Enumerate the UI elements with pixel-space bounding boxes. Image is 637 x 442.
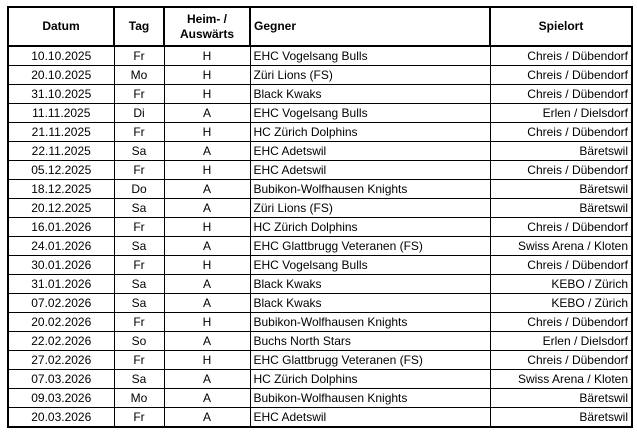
cell-date: 10.10.2025: [8, 46, 114, 66]
cell-day: Do: [114, 180, 164, 199]
cell-home-away: H: [164, 161, 250, 180]
cell-day: Sa: [114, 275, 164, 294]
cell-opponent: Züri Lions (FS): [250, 199, 490, 218]
cell-home-away: H: [164, 85, 250, 104]
cell-opponent: Black Kwaks: [250, 275, 490, 294]
table-row: [8, 104, 632, 123]
cell-day: Fr: [114, 313, 164, 332]
cell-venue: Erlen / Dielsdorf: [490, 332, 632, 351]
cell-date: 05.12.2025: [8, 161, 114, 180]
cell-home-away: A: [164, 408, 250, 428]
table-row: [8, 275, 632, 294]
cell-opponent: Black Kwaks: [250, 294, 490, 313]
cell-opponent: HC Zürich Dolphins: [250, 218, 490, 237]
table-row: [8, 66, 632, 85]
header-home-away-line2: Auswärts: [179, 26, 235, 41]
cell-date: 27.02.2026: [8, 351, 114, 370]
cell-date: 31.01.2026: [8, 275, 114, 294]
cell-opponent: Bubikon-Wolfhausen Knights: [250, 313, 490, 332]
cell-venue: Chreis / Dübendorf: [490, 218, 632, 237]
table-body: [8, 46, 632, 427]
table-row: [8, 313, 632, 332]
cell-opponent: HC Zürich Dolphins: [250, 123, 490, 142]
cell-venue: Chreis / Dübendorf: [490, 351, 632, 370]
cell-opponent: EHC Glattbrugg Veteranen (FS): [250, 351, 490, 370]
cell-home-away: A: [164, 294, 250, 313]
cell-venue: Chreis / Dübendorf: [490, 85, 632, 104]
cell-opponent: EHC Adetswil: [250, 161, 490, 180]
cell-home-away: A: [164, 237, 250, 256]
table-row: [8, 332, 632, 351]
header-home-away: [164, 7, 250, 46]
table-row: [8, 294, 632, 313]
cell-date: 11.11.2025: [8, 104, 114, 123]
table-row: [8, 218, 632, 237]
table-row: [8, 237, 632, 256]
cell-venue: KEBO / Zürich: [490, 275, 632, 294]
cell-home-away: A: [164, 180, 250, 199]
cell-date: 24.01.2026: [8, 237, 114, 256]
cell-opponent: EHC Vogelsang Bulls: [250, 46, 490, 66]
cell-home-away: A: [164, 199, 250, 218]
cell-day: Sa: [114, 370, 164, 389]
game-schedule-table: [7, 6, 633, 428]
cell-home-away: H: [164, 66, 250, 85]
header-date: Datum: [8, 7, 114, 46]
cell-venue: Bäretswil: [490, 180, 632, 199]
cell-opponent: Buchs North Stars: [250, 332, 490, 351]
cell-day: Sa: [114, 142, 164, 161]
cell-day: Mo: [114, 389, 164, 408]
table-row: [8, 351, 632, 370]
cell-home-away: A: [164, 332, 250, 351]
cell-home-away: A: [164, 142, 250, 161]
table-row: [8, 85, 632, 104]
table-row: [8, 123, 632, 142]
cell-day: Sa: [114, 294, 164, 313]
cell-date: 22.11.2025: [8, 142, 114, 161]
table-row: [8, 46, 632, 66]
cell-day: Sa: [114, 199, 164, 218]
cell-date: 22.02.2026: [8, 332, 114, 351]
cell-venue: Chreis / Dübendorf: [490, 66, 632, 85]
cell-day: Fr: [114, 351, 164, 370]
cell-opponent: Bubikon-Wolfhausen Knights: [250, 389, 490, 408]
cell-venue: Bäretswil: [490, 389, 632, 408]
cell-date: 20.12.2025: [8, 199, 114, 218]
header-opponent: Gegner: [250, 7, 490, 46]
cell-opponent: EHC Adetswil: [250, 408, 490, 428]
cell-home-away: H: [164, 218, 250, 237]
cell-opponent: HC Zürich Dolphins: [250, 370, 490, 389]
cell-venue: Chreis / Dübendorf: [490, 256, 632, 275]
cell-home-away: A: [164, 389, 250, 408]
cell-day: Di: [114, 104, 164, 123]
cell-day: Fr: [114, 46, 164, 66]
cell-opponent: Bubikon-Wolfhausen Knights: [250, 180, 490, 199]
cell-venue: Bäretswil: [490, 199, 632, 218]
cell-venue: Swiss Arena / Kloten: [490, 370, 632, 389]
schedule-table-wrapper: [7, 6, 631, 428]
cell-day: Fr: [114, 408, 164, 428]
cell-date: 20.02.2026: [8, 313, 114, 332]
cell-home-away: H: [164, 123, 250, 142]
header-row: [8, 7, 632, 46]
cell-day: Fr: [114, 256, 164, 275]
cell-opponent: EHC Vogelsang Bulls: [250, 104, 490, 123]
cell-day: Mo: [114, 66, 164, 85]
cell-home-away: H: [164, 256, 250, 275]
cell-venue: KEBO / Zürich: [490, 294, 632, 313]
cell-date: 20.10.2025: [8, 66, 114, 85]
table-row: [8, 408, 632, 428]
cell-home-away: A: [164, 104, 250, 123]
cell-opponent: EHC Adetswil: [250, 142, 490, 161]
table-row: [8, 256, 632, 275]
table-header: [8, 7, 632, 46]
cell-date: 07.02.2026: [8, 294, 114, 313]
table-row: [8, 161, 632, 180]
cell-date: 20.03.2026: [8, 408, 114, 428]
cell-home-away: H: [164, 351, 250, 370]
cell-opponent: Black Kwaks: [250, 85, 490, 104]
table-row: [8, 389, 632, 408]
header-day: Tag: [114, 7, 164, 46]
cell-date: 21.11.2025: [8, 123, 114, 142]
table-row: [8, 180, 632, 199]
header-home-away-line1: Heim- /: [186, 11, 227, 26]
cell-venue: Erlen / Dielsdorf: [490, 104, 632, 123]
cell-venue: Chreis / Dübendorf: [490, 46, 632, 66]
cell-day: Fr: [114, 218, 164, 237]
table-row: [8, 199, 632, 218]
cell-day: Fr: [114, 85, 164, 104]
cell-day: Sa: [114, 237, 164, 256]
table-row: [8, 370, 632, 389]
cell-home-away: A: [164, 370, 250, 389]
cell-day: So: [114, 332, 164, 351]
cell-venue: Chreis / Dübendorf: [490, 123, 632, 142]
cell-date: 31.10.2025: [8, 85, 114, 104]
cell-venue: Bäretswil: [490, 142, 632, 161]
cell-venue: Bäretswil: [490, 408, 632, 428]
cell-home-away: H: [164, 46, 250, 66]
cell-venue: Chreis / Dübendorf: [490, 313, 632, 332]
cell-date: 07.03.2026: [8, 370, 114, 389]
cell-date: 30.01.2026: [8, 256, 114, 275]
cell-opponent: EHC Glattbrugg Veteranen (FS): [250, 237, 490, 256]
cell-date: 09.03.2026: [8, 389, 114, 408]
cell-home-away: A: [164, 275, 250, 294]
cell-opponent: EHC Vogelsang Bulls: [250, 256, 490, 275]
cell-opponent: Züri Lions (FS): [250, 66, 490, 85]
cell-venue: Chreis / Dübendorf: [490, 161, 632, 180]
cell-day: Fr: [114, 123, 164, 142]
cell-date: 16.01.2026: [8, 218, 114, 237]
cell-day: Fr: [114, 161, 164, 180]
cell-home-away: H: [164, 313, 250, 332]
cell-venue: Swiss Arena / Kloten: [490, 237, 632, 256]
header-venue: Spielort: [490, 7, 632, 46]
cell-date: 18.12.2025: [8, 180, 114, 199]
table-row: [8, 142, 632, 161]
